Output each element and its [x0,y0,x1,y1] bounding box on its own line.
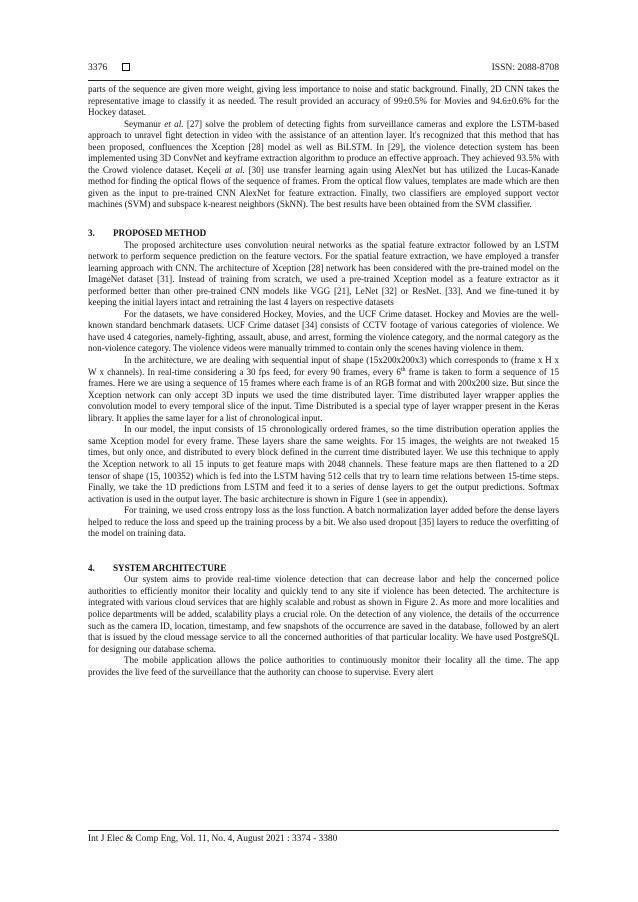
section-4-heading [88,563,559,575]
section-3-paragraph-3-text: In the architecture, we are dealing with sequential input of shape (15x200x200x3) which corresponds to (frame x H x W x channels). In real-time considering a 30 fps feed, for every 90 frames, every 6th frame is taken to form a sequence of 15 frames. Here we are using a sequence of 15 frames where each frame is of an RGB format and with 200x200 size. But since the Xception network can only accept 3D inputs we used the time distributed layer. Time distributed layer wrapper applies the convolution model to every temporal slice of the input. Time Distributed is a special type of layer wrapper present in the Keras library. It applies the same layer for a list of chronological input. [88,355,560,423]
section-4-title: SYSTEM ARCHITECTURE [113,562,227,573]
section-3-number: 3. [88,228,95,239]
section-3-title: PROPOSED METHOD [113,228,207,239]
page-number: 3376 [88,62,108,73]
intro-paragraph-1: parts of the sequence are given more weight, giving less importance to noise and static background. Finally, 2D CNN takes the representative image to classify it as needed. The result provided an accuracy of 99±0.5% for Movies and 94.6±0.6% for the Hockey dataset. [88,84,559,118]
body-text [88,84,559,678]
section-3-heading [88,228,559,240]
issn-label: ISSN: 2088-8708 [491,62,559,73]
square-bullet-icon [122,63,130,71]
section-4-paragraph-1: Our system aims to provide real-time violence detection that can decrease labor and help the concerned police authorities to efficiently monitor their locality and quickly tend to any site if violence has been detected. The architecture is integrated with various cloud services that are highly scalable and robust as shown in Figure 2. As more and more localities and police departments will be added, scalability plays a crucial role. On the detection of any violence, the details of the occurrence such as the camera ID, location, timestamp, and few snapshots of the occurrence are saved in the database, followed by an alert that is issued by the cloud message service to all the concerned authorities of that particular locality. We have used PostgreSQL for designing our database schema. [88,574,559,654]
footer-rule [88,830,559,831]
intro-paragraph-2 [88,119,559,211]
section-3-paragraph-5: For training, we used cross entropy loss as the loss function. A batch normalization layer added before the dense layers helped to reduce the loss and speed up the training process by a bit. We also used dropout [35] layers to reduce the overfitting of the model on training data. [88,505,559,539]
section-3-paragraph-1: The proposed architecture uses convolution neural networks as the spatial feature extractor followed by an LSTM network to perform sequence prediction on the feature vectors. For the spatial feature extraction, we have employed a transfer learning approach with CNN. The architecture of Xception [28] network has been considered with the pre-trained model on the ImageNet dataset [31]. Instead of training from scratch, we used a pre-trained Xception model as a feature extractor as it performed better than other pre-trained CNN models like VGG [21], LeNet [32] or ResNet. [33]. And we fine-tuned it by keeping the initial layers intact and retraining the last 4 layers on respective datasets [88,239,559,308]
section-3-paragraph-4: In our model, the input consists of 15 chronologically ordered frames, so the time distribution operation applies the same Xception model for every frame. These layers share the same weights. For 15 images, the weights are not tweaked 15 times, but only once, and distributed to every block defined in the current time distributed layer. We use this technique to apply the Xception network to all 15 inputs to get feature maps with 2048 channels. These feature maps are then flattened to a 2D tensor of shape (15, 100352) which is fed into the LSTM having 512 cells that try to learn time relations between 15-time steps. Finally, we take the 1D predictions from LSTM and feed it to a series of dense layers to get the output predictions. Softmax activation is used in the output layer. The basic architecture is shown in Figure 1 (see in appendix). [88,424,559,504]
intro-paragraph-2-text: Seymanur et al. [27] solve the problem of detecting fights from surveillance cameras and explore the LSTM-based approach to unravel fight detection in video with the assistance of an attention layer. It's recognized that this method that has been proposed, confluences the Xception [28] model as well as BiLSTM. In [29], the violence detection system has been implemented using 3D ConvNet and keyframe extraction algorithm to produce an effective approach. They achieved 93.5% with the Crowd violence dataset. Keçeli at al. [30] use transfer learning again using AlexNet but has utilized the Lucas-Kanade method for finding the optical flows of the sequence of frames. From the optical flow values, templates are made which are then given as the input to pre-trained CNN AlexNet for feature extraction. Finally, two classifiers are employed support vector machines (SVM) and subspace k-nearest neighbors (SkNN). The best results have been obtained from the SVM classifier. [88,118,559,210]
section-3-paragraph-3 [88,355,559,424]
section-4-paragraph-2: The mobile application allows the police authorities to continuously monitor their locality all the time. The app provides the live feed of the surveillance that the authority can choose to supervise. Every alert [88,655,559,677]
section-4-number: 4. [88,562,95,573]
section-3-paragraph-2: For the datasets, we have considered Hockey, Movies, and the UCF Crime dataset. Hockey and Movies are the well-known standard benchmark datasets. UCF Crime dataset [34] consists of CCTV footage of various categories of violence. We have used 4 categories, namely-fighting, assault, abuse, and arrest, forming the violence category, and the normal category as the non-violence category. The violence videos were manually trimmed to contain only the scenes having violence in them. [88,308,559,354]
footer-citation: Int J Elec & Comp Eng, Vol. 11, No. 4, August 2021 : 3374 - 3380 [88,834,338,844]
running-header [88,62,559,76]
header-rule [88,80,559,81]
